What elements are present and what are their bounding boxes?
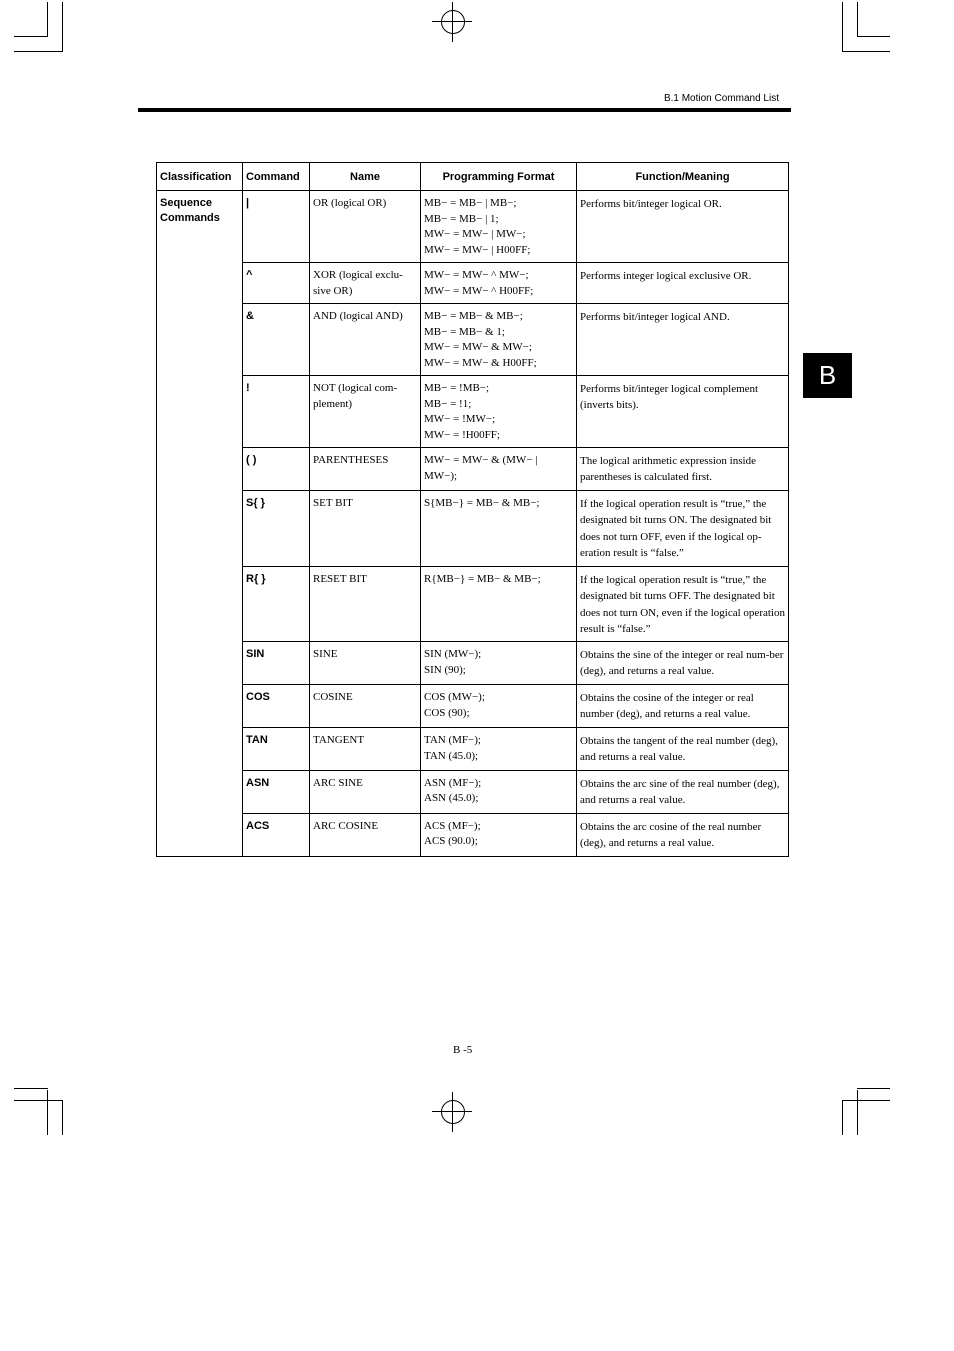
function-cell: If the logical operation result is “true,” the designated bit turns ON. The designated bit does not turn OFF, even if the logical op-eration result is “false.” [577, 491, 789, 567]
format-line: MB− = MB− | MB−; [424, 197, 517, 209]
table-row [157, 304, 789, 376]
function-cell: If the logical operation result is “true,” the designated bit turns OFF. The designated bit does not turn ON, even if the logical operation result is “false.” [577, 567, 789, 642]
table-row [157, 728, 789, 771]
table-row [157, 813, 789, 856]
format-cell [421, 491, 577, 567]
format-line: COS (MW−); [424, 691, 485, 704]
format-cell [421, 728, 577, 771]
name-cell: PARENTHESES [310, 448, 421, 491]
format-line: R{MB−} = MB− & MB−; [424, 573, 541, 585]
format-line: ACS (MF−); [424, 819, 481, 832]
appendix-tab: B [803, 353, 852, 398]
format-line: S{MB−} = MB− & MB−; [424, 497, 540, 509]
format-line: MW− = MW− ^ MW−; [424, 269, 529, 281]
function-cell: Performs bit/integer logical AND. [577, 304, 789, 376]
name-cell: SET BIT [310, 491, 421, 567]
function-cell: Performs bit/integer logical OR. [577, 191, 789, 263]
column-header: Command [243, 163, 310, 191]
format-line: ASN (MF−); [424, 776, 482, 789]
column-header: Name [310, 163, 421, 191]
format-line: SIN (MW−); [424, 648, 482, 661]
motion-command-table [156, 162, 789, 857]
format-cell [421, 770, 577, 813]
name-cell: NOT (logical com-plement) [310, 376, 421, 448]
format-cell [421, 263, 577, 304]
format-line: MW− = MW− & (MW− | [424, 454, 538, 466]
name-cell: TANGENT [310, 728, 421, 771]
format-line: ACS (90.0); [424, 835, 478, 848]
name-cell: ARC SINE [310, 770, 421, 813]
format-line: COS (90); [424, 706, 470, 719]
table-row [157, 491, 789, 567]
command-cell: ^ [243, 263, 310, 304]
table-row [157, 567, 789, 642]
function-cell: Obtains the cosine of the integer or real number (deg), and returns a real value. [577, 685, 789, 728]
function-cell: Performs bit/integer logical complement (inverts bits). [577, 376, 789, 448]
format-line: SIN (90); [424, 663, 466, 676]
column-header: Programming Format [421, 163, 577, 191]
format-cell [421, 376, 577, 448]
format-cell [421, 813, 577, 856]
function-cell: Obtains the sine of the integer or real num-ber (deg), and returns a real value. [577, 642, 789, 685]
name-cell: SINE [310, 642, 421, 685]
column-header: Function/Meaning [577, 163, 789, 191]
format-line: MB− = MB− | 1; [424, 212, 499, 225]
function-cell: Obtains the arc cosine of the real number (deg), and returns a real value. [577, 813, 789, 856]
format-line: MW− = !H00FF; [424, 428, 500, 441]
format-line: MW− = MW− & H00FF; [424, 356, 537, 369]
format-line: MB− = !MB−; [424, 382, 490, 394]
format-cell [421, 567, 577, 642]
command-cell: TAN [243, 728, 310, 771]
command-cell: S{ } [243, 491, 310, 567]
format-line: MW− = MW− ^ H00FF; [424, 284, 534, 297]
format-cell [421, 191, 577, 263]
command-cell: R{ } [243, 567, 310, 642]
table-header-row [157, 163, 789, 191]
command-cell: SIN [243, 642, 310, 685]
command-cell: COS [243, 685, 310, 728]
function-cell: The logical arithmetic expression inside parentheses is calculated first. [577, 448, 789, 491]
function-cell: Obtains the tangent of the real number (deg), and returns a real value. [577, 728, 789, 771]
format-line: TAN (MF−); [424, 734, 481, 747]
command-cell: ACS [243, 813, 310, 856]
classification-cell: Sequence Commands [157, 191, 243, 857]
command-cell: ! [243, 376, 310, 448]
command-cell: | [243, 191, 310, 263]
table-row [157, 642, 789, 685]
format-line: ASN (45.0); [424, 792, 479, 805]
command-cell: ( ) [243, 448, 310, 491]
name-cell: XOR (logical exclu-sive OR) [310, 263, 421, 304]
format-line: TAN (45.0); [424, 749, 479, 762]
column-header: Classification [157, 163, 243, 191]
name-cell: OR (logical OR) [310, 191, 421, 263]
format-line: MB− = !1; [424, 397, 472, 410]
format-line: MW−); [424, 469, 458, 482]
format-line: MW− = MW− | MW−; [424, 228, 526, 240]
format-cell [421, 304, 577, 376]
format-cell [421, 642, 577, 685]
format-line: MW− = MW− | H00FF; [424, 243, 531, 256]
function-cell: Obtains the arc sine of the real number (deg), and returns a real value. [577, 770, 789, 813]
name-cell: RESET BIT [310, 567, 421, 642]
table-row [157, 685, 789, 728]
header-rule [138, 108, 791, 112]
page-number: B -5 [453, 1044, 473, 1056]
format-line: MB− = MB− & 1; [424, 325, 505, 338]
table-row [157, 191, 789, 263]
name-cell: AND (logical AND) [310, 304, 421, 376]
format-line: MW− = MW− & MW−; [424, 341, 532, 353]
format-line: MW− = !MW−; [424, 413, 496, 425]
format-cell [421, 448, 577, 491]
name-cell: ARC COSINE [310, 813, 421, 856]
format-line: MB− = MB− & MB−; [424, 310, 523, 322]
command-cell: & [243, 304, 310, 376]
table-row [157, 448, 789, 491]
command-cell: ASN [243, 770, 310, 813]
name-cell: COSINE [310, 685, 421, 728]
function-cell: Performs integer logical exclusive OR. [577, 263, 789, 304]
table-row [157, 770, 789, 813]
section-header: B.1 Motion Command List [663, 93, 779, 104]
table-row [157, 376, 789, 448]
table-row [157, 263, 789, 304]
format-cell [421, 685, 577, 728]
